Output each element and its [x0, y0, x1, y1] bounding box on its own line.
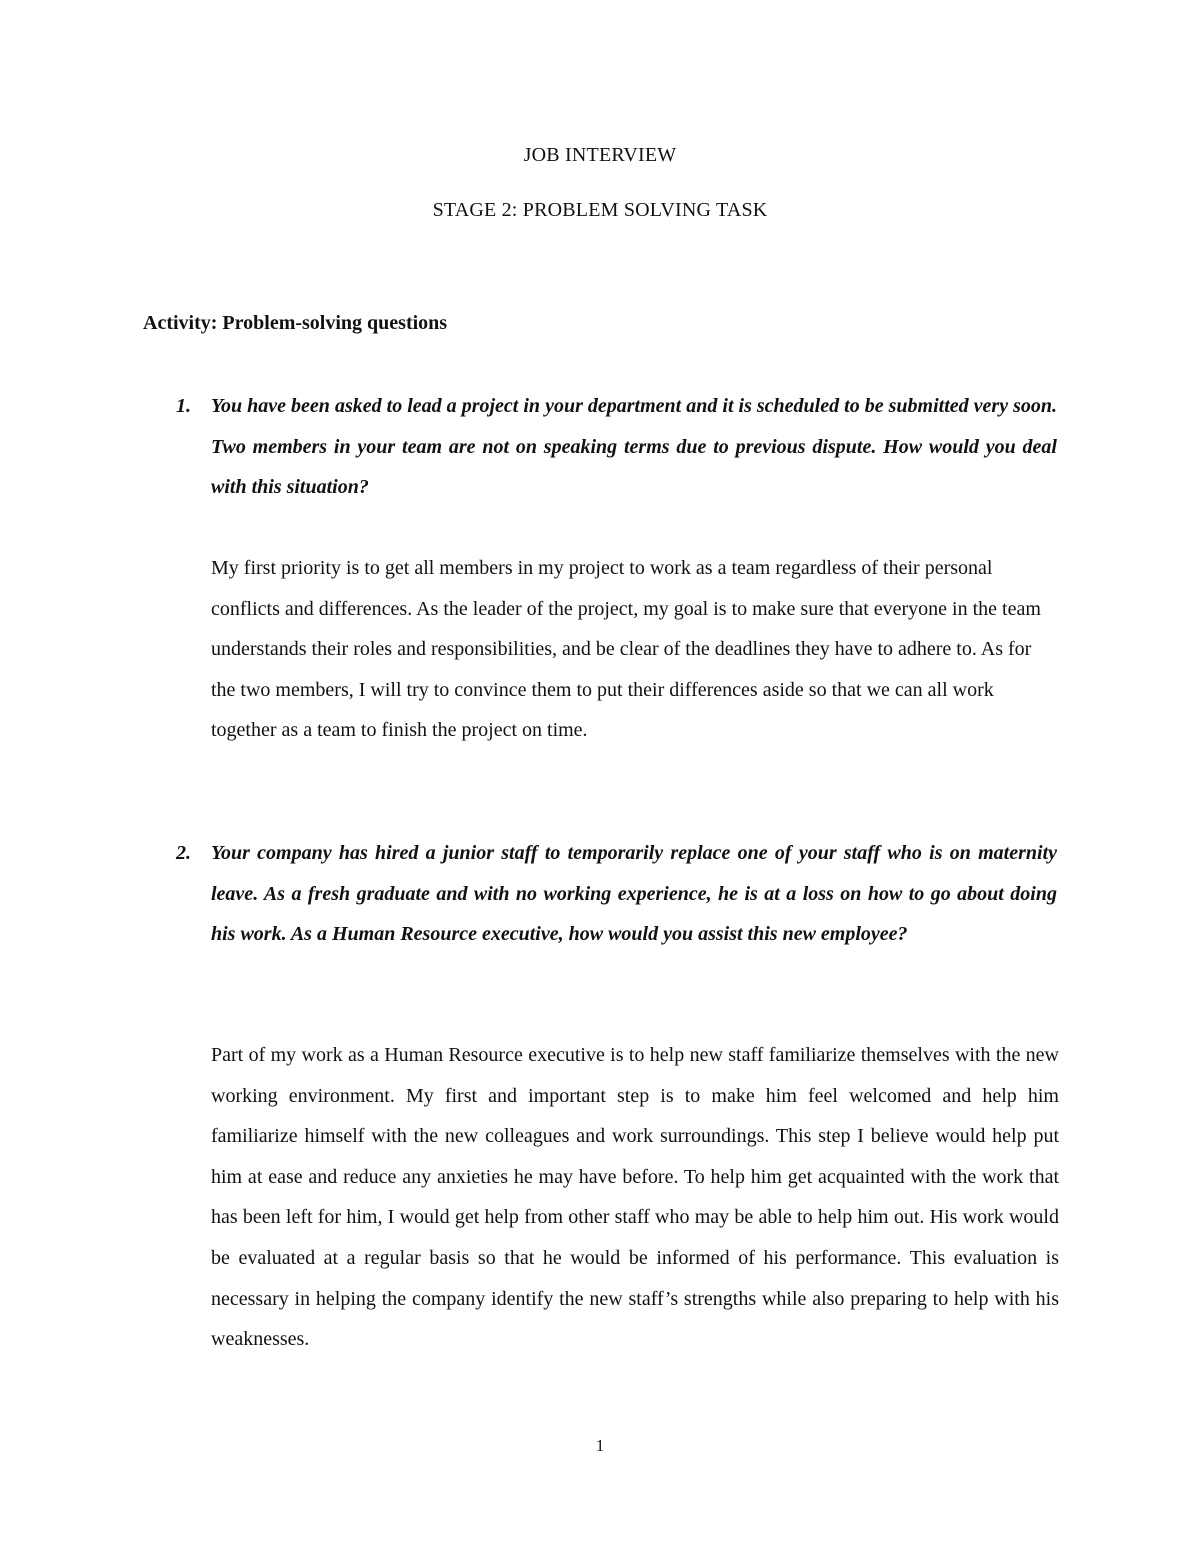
activity-heading: Activity: Problem-solving questions: [143, 312, 448, 334]
document-title: JOB INTERVIEW: [523, 144, 677, 166]
answer-text: Part of my work as a Human Resource executive is to help new staff familiarize themselves with the new working environment. My first and important step is to make him feel welcomed and help him familiarize himself with the new colleagues and work surroundings. This step I believe would help put him at ease and reduce any anxieties he may have before. To help him get acquainted with the work that has been left for him, I would get help from other staff who may be able to help him out. His work would be evaluated at a regular basis so that he would be informed of his performance. This evaluation is necessary in helping the company identify the new staff’s strengths while also preparing to help with his weaknesses.: [211, 1044, 1059, 1351]
question-number: 2.: [176, 842, 191, 864]
page-number: 1: [595, 1436, 605, 1455]
question-text: You have been asked to lead a project in your department and it is scheduled to be submitted very soon. Two members in your team are not on speaking terms due to previous dispute. How would you deal with this situation?: [211, 395, 1057, 498]
answer-text: My first priority is to get all members in my project to work as a team regardless of their personal conflicts and differences. As the leader of the project, my goal is to make sure that everyone in the team understands their roles and responsibilities, and be clear of the deadlines they have to adhere to. As for the two members, I will try to convince them to put their differences aside so that we can all work together as a team to finish the project on time.: [211, 557, 1041, 742]
question-number: 1.: [176, 395, 191, 417]
document-subtitle: STAGE 2: PROBLEM SOLVING TASK: [432, 199, 768, 221]
question-text: Your company has hired a junior staff to temporarily replace one of your staff who is on maternity leave. As a fresh graduate and with no working experience, he is at a loss on how to go about doing his work. As a Human Resource executive, how would you assist this new employee?: [211, 842, 1057, 945]
